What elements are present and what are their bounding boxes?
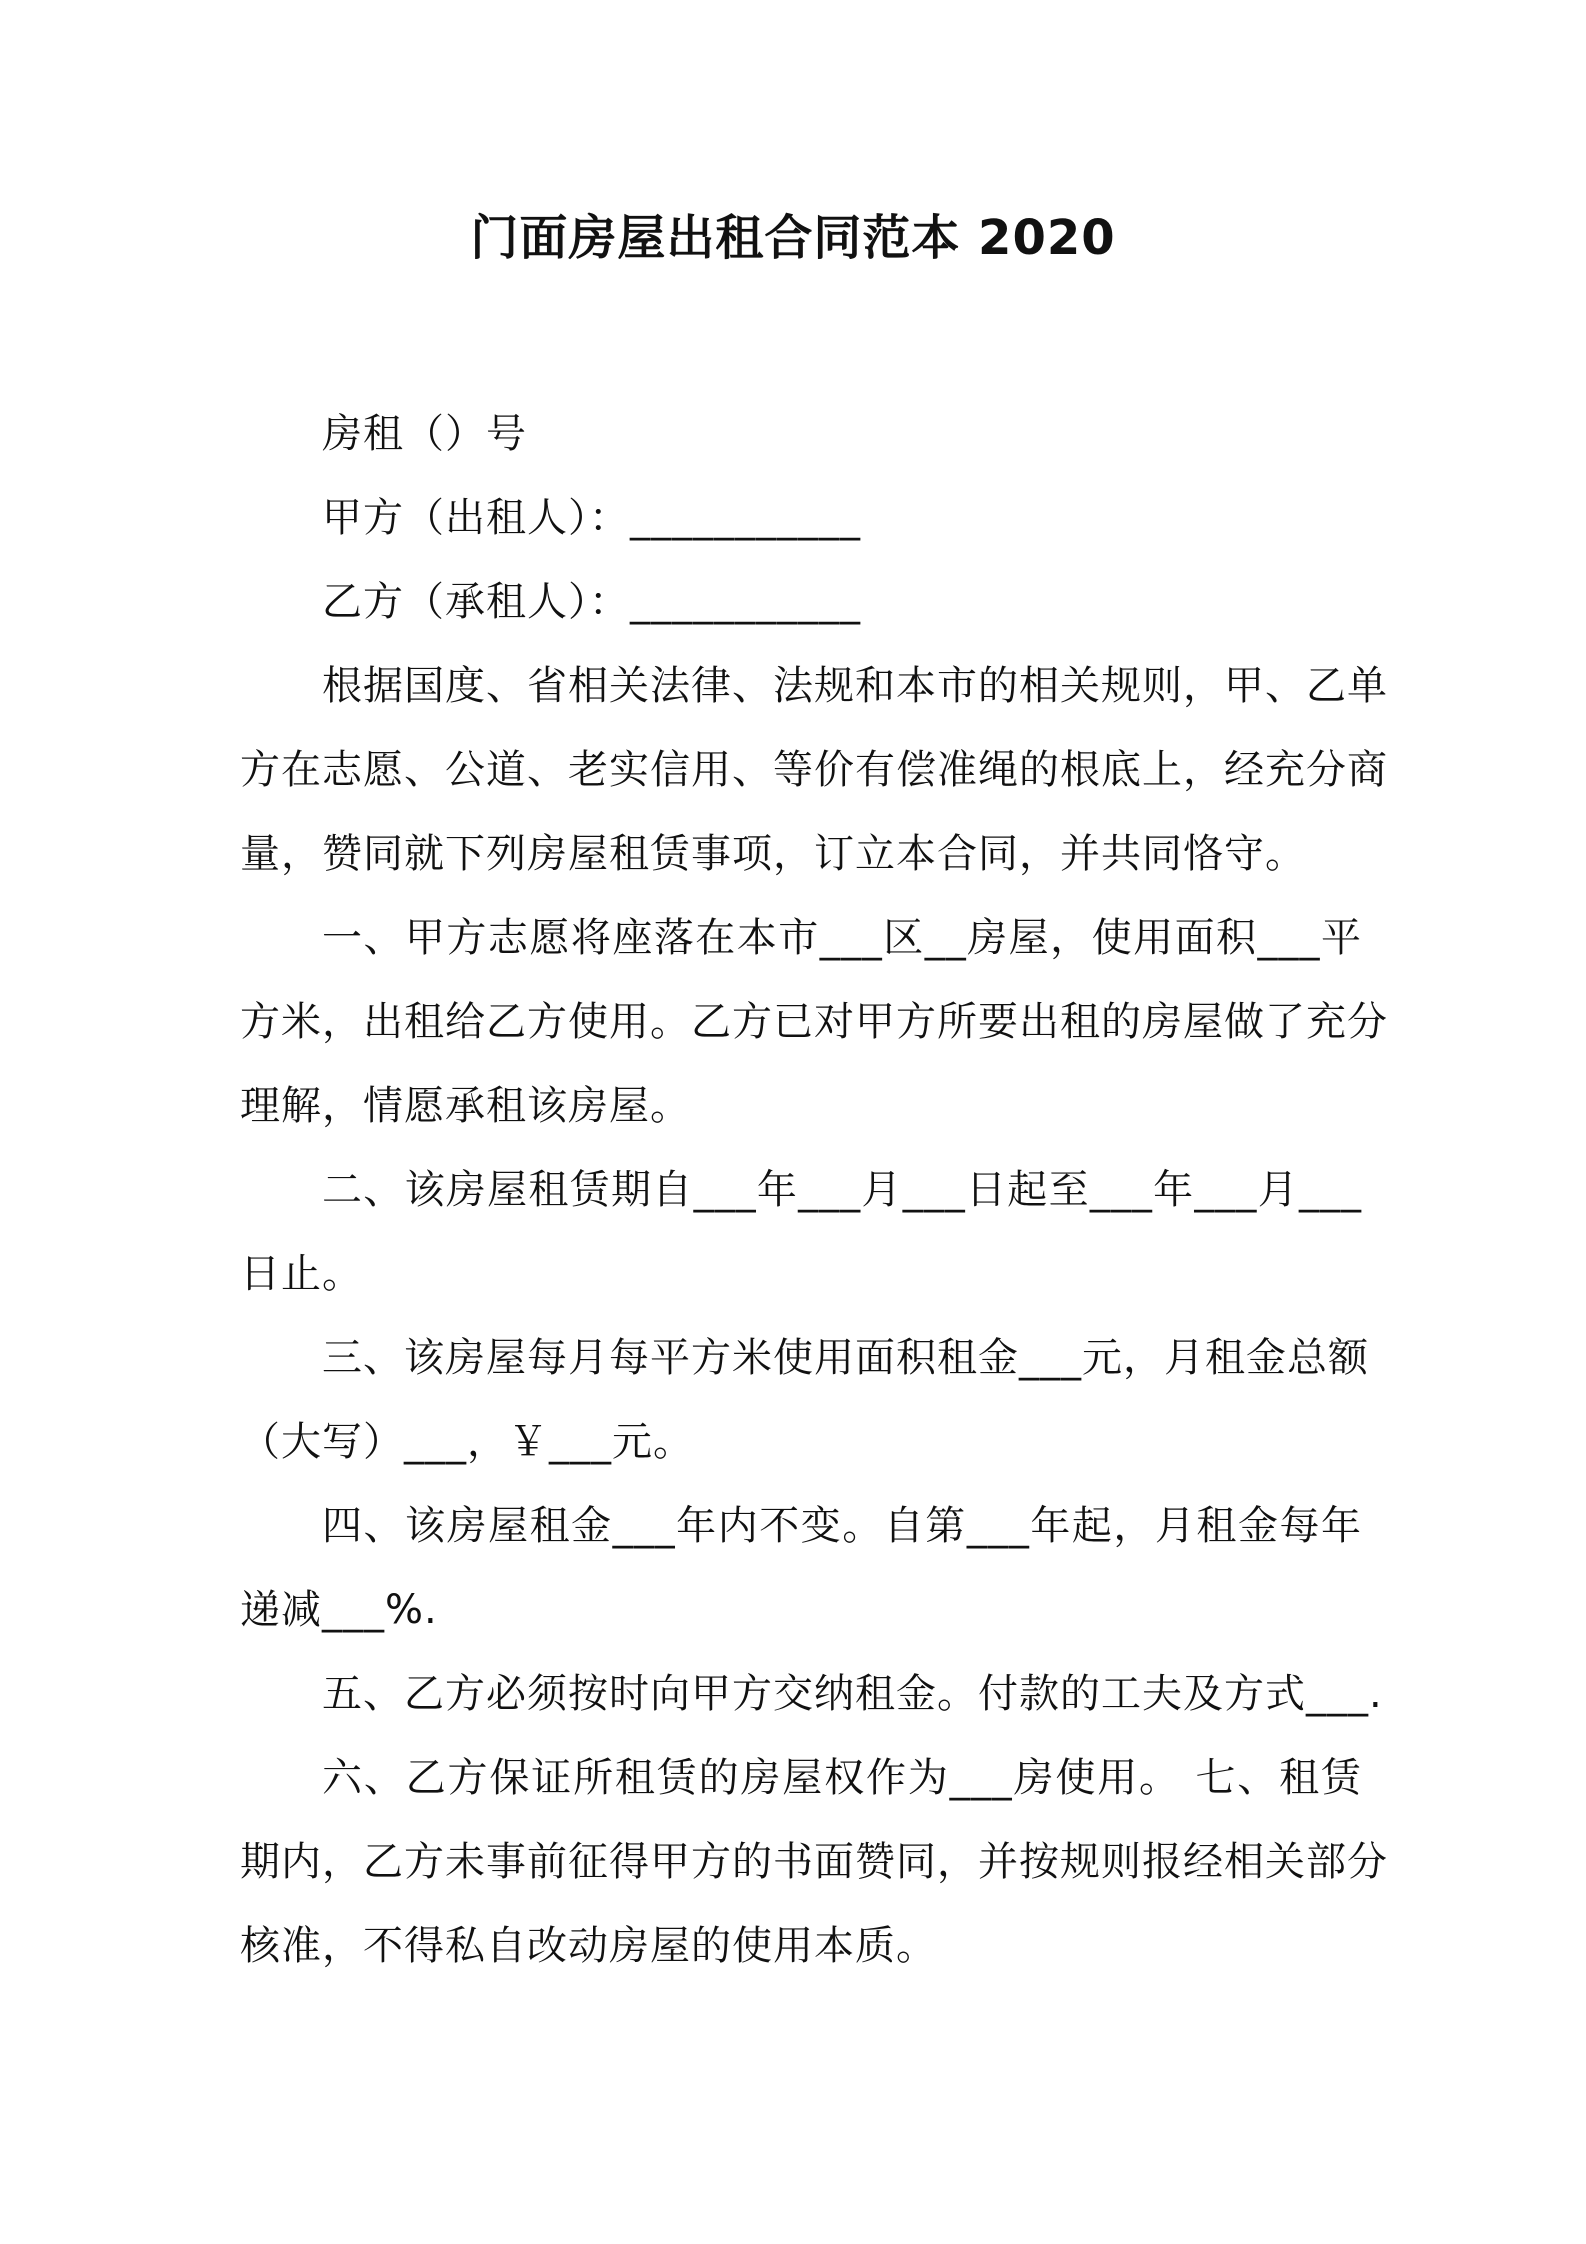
clause-1-line-1: 一、甲方志愿将座落在本市___区__房屋，使用面积___平: [322, 915, 1362, 961]
clause-1-line-3: 理解，情愿承租该房屋。: [240, 1083, 691, 1129]
preamble-line-1: 根据国度、省相关法律、法规和本市的相关规则，甲、乙单: [322, 663, 1388, 709]
clause-3-line-1: 三、该房屋每月每平方米使用面积租金___元，月租金总额: [322, 1335, 1369, 1381]
clause-6-7-line-1: 六、乙方保证所租赁的房屋权作为___房使用。 七、租赁: [322, 1755, 1362, 1801]
preamble-line-2: 方在志愿、公道、老实信用、等价有偿准绳的根底上，经充分商: [240, 747, 1388, 793]
clause-3-line-2: （大写）___，￥___元。: [240, 1419, 694, 1465]
preamble-line-3: 量，赞同就下列房屋租赁事项，订立本合同，并共同恪守。: [240, 831, 1306, 877]
clause-4-line-2: 递减___%.: [240, 1587, 438, 1633]
clause-2-line-1: 二、该房屋租赁期自___年___月___日起至___年___月___: [322, 1167, 1362, 1213]
party-a-line: 甲方（出租人）：___________: [322, 495, 861, 541]
document-title: 门面房屋出租合同范本 2020: [470, 210, 1116, 266]
contract-number-line: 房租（）号: [322, 411, 527, 457]
clause-2-line-2: 日止。: [240, 1251, 363, 1297]
party-b-line: 乙方（承租人）：___________: [322, 579, 861, 625]
clause-7-line-2: 期内，乙方未事前征得甲方的书面赞同，并按规则报经相关部分: [240, 1839, 1388, 1885]
clause-5-line: 五、乙方必须按时向甲方交纳租金。付款的工夫及方式___.: [322, 1671, 1383, 1717]
clause-7-line-3: 核准，不得私自改动房屋的使用本质。: [240, 1923, 937, 1969]
clause-4-line-1: 四、该房屋租金___年内不变。自第___年起，月租金每年: [322, 1503, 1362, 1549]
clause-1-line-2: 方米，出租给乙方使用。乙方已对甲方所要出租的房屋做了充分: [240, 999, 1388, 1045]
